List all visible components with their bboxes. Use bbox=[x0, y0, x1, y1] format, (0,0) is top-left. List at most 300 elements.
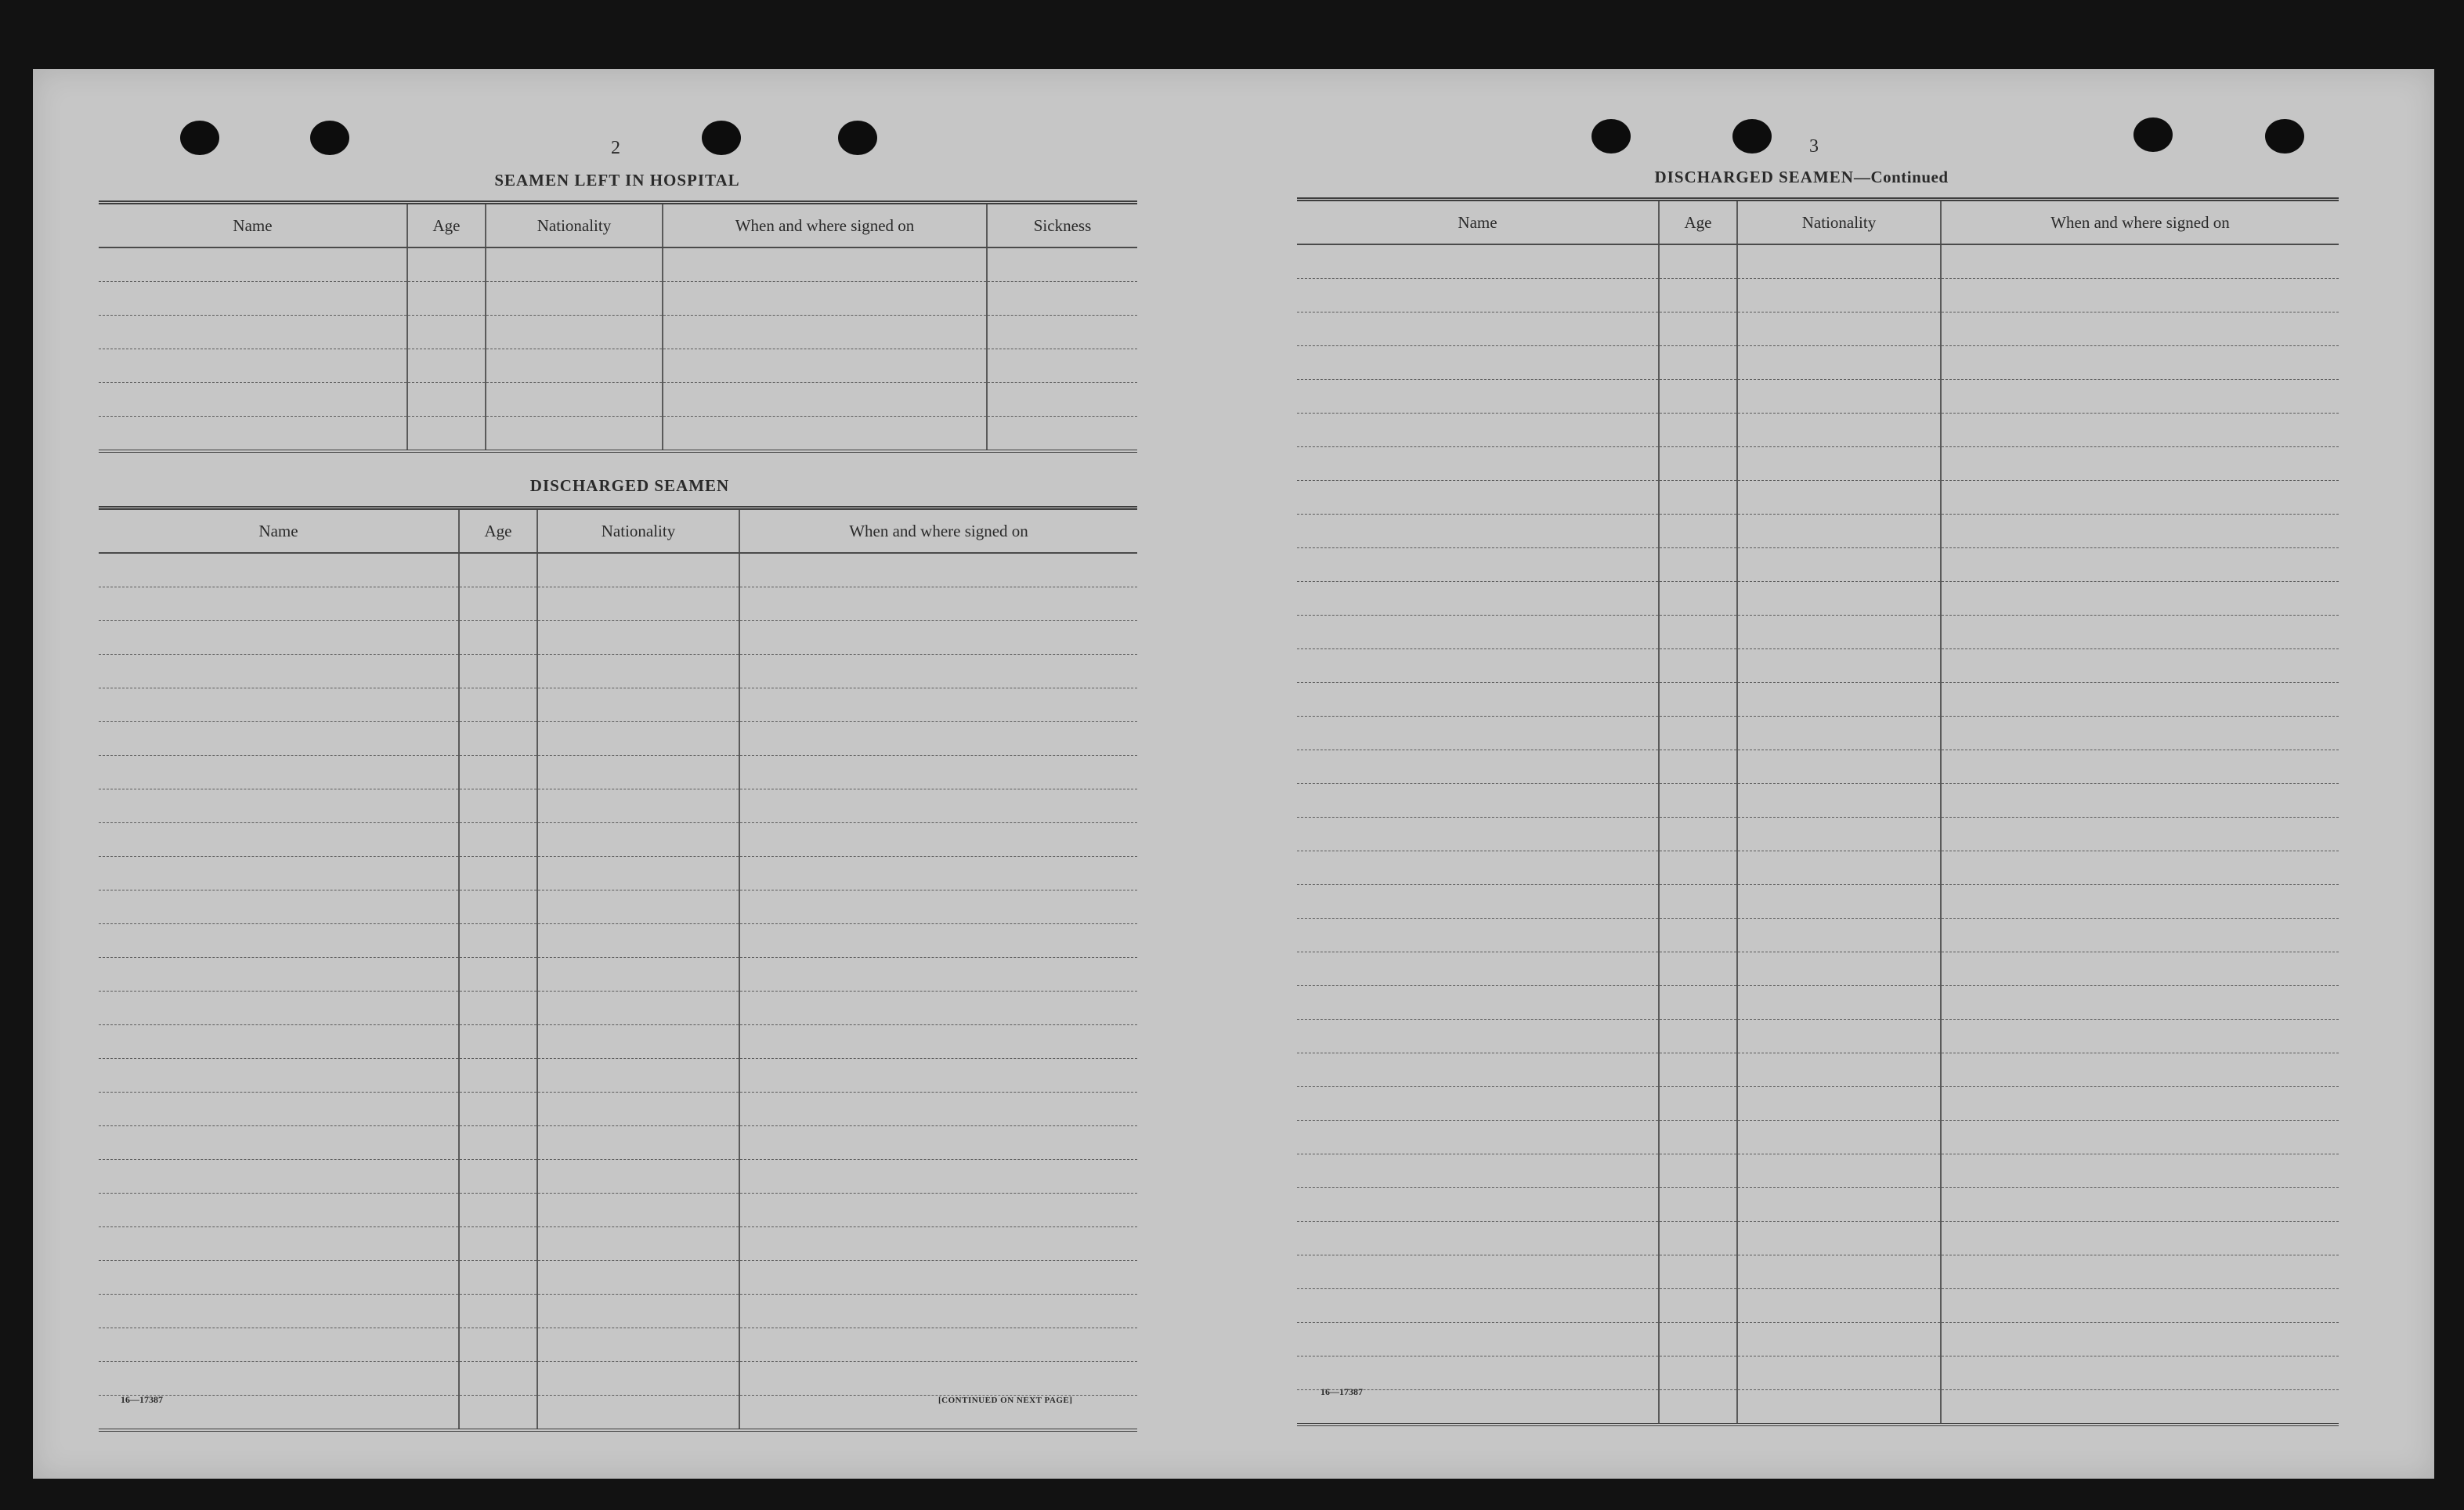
cell-name bbox=[1297, 481, 1659, 515]
cell-nationality bbox=[486, 282, 663, 316]
cell-signed-on bbox=[739, 857, 1137, 890]
cell-nationality bbox=[1737, 244, 1941, 279]
cell-signed-on bbox=[1941, 717, 2339, 750]
cell-sickness bbox=[987, 349, 1137, 383]
cell-signed-on bbox=[1941, 986, 2339, 1020]
cell-age bbox=[1659, 649, 1737, 683]
cell-age bbox=[459, 587, 537, 621]
cell-signed-on bbox=[663, 417, 987, 452]
cell-signed-on bbox=[663, 349, 987, 383]
cell-name bbox=[99, 1059, 459, 1093]
cell-nationality bbox=[1737, 750, 1941, 784]
cell-nationality bbox=[1737, 582, 1941, 616]
table-row bbox=[1297, 582, 2339, 616]
cell-signed-on bbox=[1941, 582, 2339, 616]
cell-name bbox=[99, 621, 459, 655]
cell-age bbox=[459, 553, 537, 587]
cell-nationality bbox=[1737, 1255, 1941, 1289]
cell-nationality bbox=[537, 688, 739, 722]
cell-age bbox=[407, 349, 486, 383]
cell-nationality bbox=[1737, 1222, 1941, 1255]
cell-signed-on bbox=[1941, 784, 2339, 818]
cell-name bbox=[1297, 1188, 1659, 1222]
cell-nationality bbox=[537, 1261, 739, 1295]
table-row bbox=[1297, 616, 2339, 649]
cell-name bbox=[1297, 1154, 1659, 1188]
cell-name bbox=[99, 1227, 459, 1261]
cell-age bbox=[1659, 616, 1737, 649]
cell-name bbox=[99, 349, 407, 383]
punch-hole bbox=[2133, 117, 2173, 152]
cell-age bbox=[459, 1059, 537, 1093]
page-number-left: 2 bbox=[611, 138, 620, 158]
cell-signed-on bbox=[1941, 1087, 2339, 1121]
cell-name bbox=[1297, 1222, 1659, 1255]
column-header-age: Age bbox=[407, 203, 486, 248]
table-row bbox=[1297, 1323, 2339, 1356]
cell-nationality bbox=[1737, 1121, 1941, 1154]
cell-name bbox=[99, 1362, 459, 1396]
cell-name bbox=[1297, 447, 1659, 481]
cell-signed-on bbox=[739, 1025, 1137, 1059]
cell-age bbox=[1659, 1188, 1737, 1222]
cell-signed-on bbox=[739, 621, 1137, 655]
title-main: DISCHARGED SEAMEN bbox=[1654, 168, 1854, 186]
cell-nationality bbox=[1737, 1087, 1941, 1121]
table-row bbox=[99, 1295, 1137, 1328]
cell-age bbox=[459, 1126, 537, 1160]
cell-nationality bbox=[1737, 279, 1941, 312]
table-row bbox=[1297, 447, 2339, 481]
table-row bbox=[99, 417, 1137, 452]
cell-age bbox=[1659, 279, 1737, 312]
cell-name bbox=[1297, 548, 1659, 582]
cell-name bbox=[1297, 717, 1659, 750]
cell-nationality bbox=[1737, 1154, 1941, 1188]
cell-signed-on bbox=[739, 890, 1137, 924]
cell-signed-on bbox=[1941, 1390, 2339, 1425]
cell-age bbox=[459, 958, 537, 992]
table-row bbox=[99, 553, 1137, 587]
cell-nationality bbox=[537, 655, 739, 688]
hospital-section-title: SEAMEN LEFT IN HOSPITAL bbox=[494, 171, 740, 190]
discharged-continued-table bbox=[1297, 197, 2339, 1426]
table-row bbox=[99, 1227, 1137, 1261]
table-row bbox=[99, 756, 1137, 789]
cell-nationality bbox=[537, 1126, 739, 1160]
cell-nationality bbox=[537, 1362, 739, 1396]
table-header-row bbox=[99, 203, 1137, 248]
cell-nationality bbox=[537, 587, 739, 621]
column-header-nationality: Nationality bbox=[537, 508, 739, 554]
cell-name bbox=[99, 890, 459, 924]
column-header-name: Name bbox=[1297, 200, 1659, 245]
table-row bbox=[1297, 986, 2339, 1020]
cell-name bbox=[1297, 919, 1659, 952]
column-header-signed-on: When and where signed on bbox=[1941, 200, 2339, 245]
table-row bbox=[1297, 952, 2339, 986]
table-row bbox=[99, 316, 1137, 349]
cell-age bbox=[1659, 380, 1737, 414]
cell-nationality bbox=[537, 992, 739, 1025]
punch-hole bbox=[702, 121, 741, 155]
cell-nationality bbox=[1737, 952, 1941, 986]
punch-hole bbox=[1591, 119, 1631, 154]
cell-nationality bbox=[537, 1328, 739, 1362]
cell-signed-on bbox=[1941, 885, 2339, 919]
continued-note: [CONTINUED ON NEXT PAGE] bbox=[938, 1396, 1073, 1405]
table-row bbox=[1297, 346, 2339, 380]
cell-nationality bbox=[1737, 548, 1941, 582]
cell-nationality bbox=[1737, 346, 1941, 380]
cell-signed-on bbox=[1941, 1289, 2339, 1323]
cell-name bbox=[99, 1160, 459, 1194]
table-row bbox=[1297, 548, 2339, 582]
cell-name bbox=[99, 924, 459, 958]
cell-age bbox=[1659, 346, 1737, 380]
cell-name bbox=[99, 1194, 459, 1227]
cell-name bbox=[99, 992, 459, 1025]
cell-signed-on bbox=[739, 958, 1137, 992]
table-row bbox=[99, 958, 1137, 992]
cell-signed-on bbox=[739, 1362, 1137, 1396]
table-row bbox=[1297, 1255, 2339, 1289]
cell-sickness bbox=[987, 383, 1137, 417]
cell-nationality bbox=[537, 1160, 739, 1194]
cell-signed-on bbox=[1941, 346, 2339, 380]
cell-name bbox=[1297, 1255, 1659, 1289]
table-row bbox=[1297, 1222, 2339, 1255]
cell-nationality bbox=[537, 823, 739, 857]
cell-name bbox=[99, 789, 459, 823]
table-row bbox=[99, 282, 1137, 316]
cell-age bbox=[459, 1160, 537, 1194]
cell-age bbox=[459, 688, 537, 722]
cell-name bbox=[1297, 244, 1659, 279]
table-row bbox=[1297, 1020, 2339, 1053]
cell-signed-on bbox=[1941, 1356, 2339, 1390]
cell-nationality bbox=[537, 1025, 739, 1059]
cell-name bbox=[99, 823, 459, 857]
cell-age bbox=[1659, 818, 1737, 851]
cell-signed-on bbox=[739, 924, 1137, 958]
table-row bbox=[1297, 244, 2339, 279]
cell-age bbox=[1659, 1289, 1737, 1323]
table-row bbox=[99, 247, 1137, 282]
cell-nationality bbox=[1737, 1053, 1941, 1087]
cell-name bbox=[99, 1025, 459, 1059]
column-header-name: Name bbox=[99, 203, 407, 248]
cell-age bbox=[1659, 1154, 1737, 1188]
cell-nationality bbox=[486, 247, 663, 282]
cell-age bbox=[1659, 1255, 1737, 1289]
table-row bbox=[1297, 414, 2339, 447]
cell-nationality bbox=[1737, 1188, 1941, 1222]
cell-nationality bbox=[1737, 1323, 1941, 1356]
cell-age bbox=[459, 1328, 537, 1362]
cell-name bbox=[99, 553, 459, 587]
punch-hole bbox=[838, 121, 877, 155]
cell-nationality bbox=[1737, 683, 1941, 717]
column-header-signed-on: When and where signed on bbox=[739, 508, 1137, 554]
cell-age bbox=[1659, 1020, 1737, 1053]
cell-signed-on bbox=[739, 823, 1137, 857]
cell-age bbox=[459, 1093, 537, 1126]
cell-name bbox=[1297, 1323, 1659, 1356]
cell-age bbox=[407, 417, 486, 452]
cell-name bbox=[1297, 1087, 1659, 1121]
cell-age bbox=[1659, 1222, 1737, 1255]
table-row bbox=[99, 621, 1137, 655]
cell-nationality bbox=[537, 890, 739, 924]
cell-name bbox=[99, 756, 459, 789]
table-row bbox=[1297, 649, 2339, 683]
cell-signed-on bbox=[1941, 1121, 2339, 1154]
form-code-right: 16—17387 bbox=[1321, 1386, 1363, 1397]
cell-age bbox=[1659, 1356, 1737, 1390]
cell-age bbox=[1659, 683, 1737, 717]
cell-name bbox=[99, 1328, 459, 1362]
cell-age bbox=[459, 1396, 537, 1431]
cell-signed-on bbox=[739, 1093, 1137, 1126]
punch-hole bbox=[1732, 119, 1772, 154]
cell-age bbox=[1659, 515, 1737, 548]
page-number-right: 3 bbox=[1809, 136, 1819, 157]
cell-age bbox=[459, 890, 537, 924]
cell-name bbox=[1297, 683, 1659, 717]
cell-age bbox=[459, 1362, 537, 1396]
cell-nationality bbox=[537, 857, 739, 890]
cell-nationality bbox=[1737, 851, 1941, 885]
cell-age bbox=[1659, 447, 1737, 481]
cell-name bbox=[99, 316, 407, 349]
cell-signed-on bbox=[739, 789, 1137, 823]
cell-name bbox=[99, 282, 407, 316]
cell-signed-on bbox=[1941, 279, 2339, 312]
cell-nationality bbox=[537, 1059, 739, 1093]
cell-nationality bbox=[537, 789, 739, 823]
cell-signed-on bbox=[1941, 1323, 2339, 1356]
cell-name bbox=[1297, 1356, 1659, 1390]
cell-nationality bbox=[537, 756, 739, 789]
table-row bbox=[99, 655, 1137, 688]
cell-name bbox=[1297, 346, 1659, 380]
table-row bbox=[1297, 750, 2339, 784]
cell-signed-on bbox=[663, 247, 987, 282]
cell-signed-on bbox=[1941, 919, 2339, 952]
cell-signed-on bbox=[739, 1227, 1137, 1261]
cell-nationality bbox=[1737, 1356, 1941, 1390]
cell-name bbox=[99, 1126, 459, 1160]
cell-age bbox=[1659, 1053, 1737, 1087]
cell-signed-on bbox=[739, 1059, 1137, 1093]
cell-age bbox=[1659, 784, 1737, 818]
cell-name bbox=[1297, 1121, 1659, 1154]
cell-nationality bbox=[1737, 1390, 1941, 1425]
cell-nationality bbox=[537, 1396, 739, 1431]
cell-nationality bbox=[1737, 481, 1941, 515]
cell-nationality bbox=[537, 621, 739, 655]
cell-name bbox=[1297, 312, 1659, 346]
cell-nationality bbox=[537, 1093, 739, 1126]
cell-nationality bbox=[1737, 717, 1941, 750]
cell-name bbox=[1297, 784, 1659, 818]
cell-age bbox=[459, 1227, 537, 1261]
cell-signed-on bbox=[1941, 312, 2339, 346]
cell-age bbox=[1659, 244, 1737, 279]
cell-age bbox=[459, 722, 537, 756]
table-row bbox=[1297, 885, 2339, 919]
table-row bbox=[99, 1194, 1137, 1227]
cell-signed-on bbox=[1941, 952, 2339, 986]
cell-age bbox=[459, 655, 537, 688]
table-row bbox=[99, 1160, 1137, 1194]
cell-signed-on bbox=[1941, 481, 2339, 515]
cell-nationality bbox=[1737, 919, 1941, 952]
cell-name bbox=[1297, 986, 1659, 1020]
cell-nationality bbox=[1737, 649, 1941, 683]
table-row bbox=[99, 1362, 1137, 1396]
table-row bbox=[1297, 1154, 2339, 1188]
cell-age bbox=[459, 857, 537, 890]
cell-signed-on bbox=[1941, 1188, 2339, 1222]
table-row bbox=[99, 349, 1137, 383]
cell-nationality bbox=[1737, 784, 1941, 818]
cell-sickness bbox=[987, 247, 1137, 282]
cell-signed-on bbox=[1941, 447, 2339, 481]
cell-name bbox=[1297, 1020, 1659, 1053]
table-row bbox=[1297, 1087, 2339, 1121]
table-row bbox=[1297, 818, 2339, 851]
cell-signed-on bbox=[1941, 750, 2339, 784]
title-suffix: —Continued bbox=[1853, 168, 1949, 186]
cell-age bbox=[407, 247, 486, 282]
cell-signed-on bbox=[1941, 1222, 2339, 1255]
cell-name bbox=[1297, 515, 1659, 548]
column-header-nationality: Nationality bbox=[486, 203, 663, 248]
cell-age bbox=[1659, 851, 1737, 885]
cell-name bbox=[99, 688, 459, 722]
cell-signed-on bbox=[1941, 244, 2339, 279]
column-header-nationality: Nationality bbox=[1737, 200, 1941, 245]
cell-age bbox=[1659, 1087, 1737, 1121]
table-row bbox=[1297, 919, 2339, 952]
cell-signed-on bbox=[739, 688, 1137, 722]
cell-nationality bbox=[486, 316, 663, 349]
cell-name bbox=[1297, 649, 1659, 683]
cell-name bbox=[99, 655, 459, 688]
cell-nationality bbox=[1737, 885, 1941, 919]
table-row bbox=[1297, 1188, 2339, 1222]
column-header-age: Age bbox=[459, 508, 537, 554]
cell-signed-on bbox=[1941, 548, 2339, 582]
cell-name bbox=[1297, 1053, 1659, 1087]
cell-nationality bbox=[537, 1194, 739, 1227]
table-row bbox=[1297, 481, 2339, 515]
cell-signed-on bbox=[1941, 616, 2339, 649]
table-row bbox=[99, 1059, 1137, 1093]
cell-signed-on bbox=[1941, 380, 2339, 414]
cell-age bbox=[1659, 481, 1737, 515]
cell-nationality bbox=[537, 1227, 739, 1261]
cell-signed-on bbox=[739, 1295, 1137, 1328]
hospital-table bbox=[99, 200, 1137, 453]
punch-hole bbox=[2265, 119, 2304, 154]
cell-signed-on bbox=[739, 1194, 1137, 1227]
cell-age bbox=[459, 1295, 537, 1328]
table-row bbox=[1297, 312, 2339, 346]
cell-nationality bbox=[1737, 380, 1941, 414]
punch-hole bbox=[180, 121, 219, 155]
cell-name bbox=[1297, 952, 1659, 986]
table-row bbox=[1297, 784, 2339, 818]
table-row bbox=[1297, 683, 2339, 717]
table-row bbox=[99, 1093, 1137, 1126]
form-sheet bbox=[33, 69, 2434, 1479]
cell-age bbox=[1659, 548, 1737, 582]
cell-age bbox=[1659, 952, 1737, 986]
cell-signed-on bbox=[1941, 515, 2339, 548]
cell-name bbox=[1297, 818, 1659, 851]
cell-signed-on bbox=[663, 316, 987, 349]
cell-age bbox=[407, 282, 486, 316]
cell-age bbox=[1659, 885, 1737, 919]
cell-nationality bbox=[1737, 414, 1941, 447]
cell-signed-on bbox=[1941, 851, 2339, 885]
table-row bbox=[1297, 1121, 2339, 1154]
cell-signed-on bbox=[739, 1160, 1137, 1194]
cell-name bbox=[99, 857, 459, 890]
column-header-age: Age bbox=[1659, 200, 1737, 245]
discharged-section-title: DISCHARGED SEAMEN bbox=[529, 476, 730, 495]
cell-signed-on bbox=[739, 587, 1137, 621]
table-row bbox=[99, 823, 1137, 857]
cell-age bbox=[1659, 1323, 1737, 1356]
cell-nationality bbox=[1737, 616, 1941, 649]
cell-signed-on bbox=[1941, 1020, 2339, 1053]
cell-age bbox=[1659, 717, 1737, 750]
cell-nationality bbox=[1737, 818, 1941, 851]
discharged-table bbox=[99, 506, 1137, 1432]
table-row bbox=[1297, 279, 2339, 312]
cell-signed-on bbox=[1941, 1053, 2339, 1087]
column-header-signed-on: When and where signed on bbox=[663, 203, 987, 248]
cell-name bbox=[1297, 279, 1659, 312]
cell-nationality bbox=[537, 1295, 739, 1328]
cell-name bbox=[99, 417, 407, 452]
table-row bbox=[99, 587, 1137, 621]
cell-nationality bbox=[486, 417, 663, 452]
cell-name bbox=[1297, 414, 1659, 447]
cell-age bbox=[1659, 582, 1737, 616]
cell-nationality bbox=[537, 722, 739, 756]
cell-nationality bbox=[486, 349, 663, 383]
cell-signed-on bbox=[1941, 1154, 2339, 1188]
cell-sickness bbox=[987, 316, 1137, 349]
cell-nationality bbox=[537, 924, 739, 958]
table-row bbox=[99, 890, 1137, 924]
cell-name bbox=[1297, 750, 1659, 784]
cell-age bbox=[1659, 414, 1737, 447]
cell-nationality bbox=[1737, 986, 1941, 1020]
cell-signed-on bbox=[1941, 649, 2339, 683]
cell-signed-on bbox=[739, 655, 1137, 688]
discharged-continued-title bbox=[1655, 168, 1949, 187]
cell-name bbox=[1297, 851, 1659, 885]
cell-sickness bbox=[987, 282, 1137, 316]
cell-nationality bbox=[1737, 1289, 1941, 1323]
cell-age bbox=[1659, 1390, 1737, 1425]
